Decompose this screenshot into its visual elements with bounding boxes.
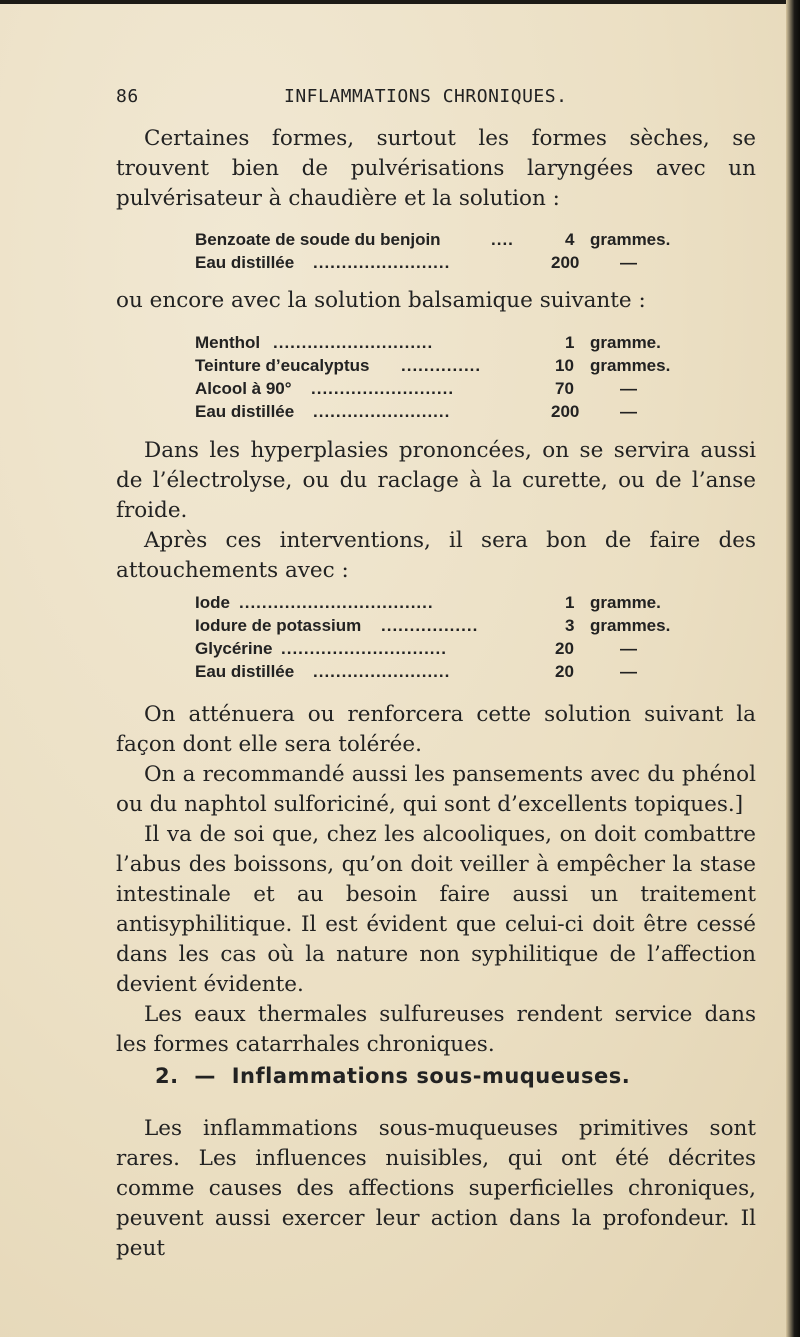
formula-row	[195, 591, 715, 614]
formula-balsamique	[195, 331, 715, 423]
formula-row	[195, 331, 715, 354]
paragraph-hyperplasies: Dans les hyperplasies prononcées, on se servira aussi de l’électrolyse, ou du raclage à la curette, ou de l’anse froide.	[116, 438, 756, 523]
leader-dots: .............................	[281, 639, 447, 658]
ingredient-unit: —	[620, 639, 637, 658]
ingredient-name: Menthol	[195, 333, 261, 352]
leader-dots: ........................	[313, 253, 451, 272]
leader-dots: .........................	[311, 379, 455, 398]
ingredient-unit: gramme.	[590, 333, 661, 352]
section-title-text: Inflammations sous-muqueuses.	[231, 1064, 631, 1088]
ingredient-unit: grammes.	[590, 230, 671, 249]
formula-row	[195, 400, 715, 423]
ingredient-unit: grammes.	[590, 616, 671, 635]
leader-dots: ..................................	[239, 593, 434, 612]
leader-dots: ..............	[401, 356, 482, 375]
paragraph-attenuera: On atténuera ou renforcera cette solution suivant la façon dont elle sera tolérée.	[116, 702, 756, 757]
ingredient-name: Eau distillée	[195, 662, 295, 681]
ingredient-name: Eau distillée	[195, 253, 295, 272]
page-top-edge	[0, 0, 800, 4]
ingredient-quantity: 1	[565, 593, 575, 612]
leader-dots: ............................	[273, 333, 434, 352]
formula-row	[195, 614, 715, 637]
paragraph-attouchements: Après ces interventions, il sera bon de faire des attouchements avec :	[116, 528, 756, 583]
formula-iode	[195, 591, 715, 683]
paragraph-eaux-thermales: Les eaux thermales sulfureuses rendent service dans les formes catarrhales chroniques.	[116, 1002, 756, 1057]
ingredient-quantity: 70	[555, 379, 574, 398]
paragraph-alcooliques: Il va de soi que, chez les alcooliques, on doit combattre l’abus des boissons, qu’on doit veiller à empêcher la stase intestinale et au besoin faire aussi un traitement antisyphilitique. Il est évident que celui-ci doit être cessé dans les cas où la nature non syphilitique de l’affection devient évidente.	[116, 822, 756, 997]
ingredient-name: Teinture d’eucalyptus	[195, 356, 370, 375]
formula-benzoate	[195, 228, 715, 274]
ingredient-quantity: 200	[551, 253, 580, 272]
formula-row	[195, 637, 715, 660]
section-heading	[155, 1064, 630, 1088]
ingredient-unit: —	[620, 402, 637, 421]
ingredient-name: Alcool à 90°	[195, 379, 292, 398]
page-binding-edge	[786, 0, 800, 1337]
running-title: INFLAMMATIONS CHRONIQUES.	[284, 86, 568, 107]
ingredient-name: Iodure de potassium	[195, 616, 362, 635]
ingredient-quantity: 20	[555, 639, 574, 658]
formula-row	[195, 251, 715, 274]
ingredient-unit: —	[620, 662, 637, 681]
formula-row	[195, 354, 715, 377]
ingredient-unit: grammes.	[590, 356, 671, 375]
leader-dots: ........................	[313, 662, 451, 681]
running-header	[116, 86, 756, 116]
section-number: 2.	[155, 1064, 179, 1088]
leader-dots: .................	[381, 616, 479, 635]
formula-row	[195, 660, 715, 683]
formula-row	[195, 377, 715, 400]
page-number: 86	[116, 86, 139, 107]
ingredient-quantity: 4	[565, 230, 575, 249]
ingredient-unit: —	[620, 379, 637, 398]
ingredient-quantity: 200	[551, 402, 580, 421]
ingredient-unit: gramme.	[590, 593, 661, 612]
leader-dots: ....	[491, 230, 514, 249]
paragraph-sous-muqueuses: Les inflammations sous-muqueuses primitives sont rares. Les influences nuisibles, qui ont été décrites comme causes des affections superficielles chroniques, peuvent aussi exercer leur action dans la profondeur. Il peut	[116, 1116, 756, 1261]
ingredient-quantity: 10	[555, 356, 574, 375]
paragraph-pulverisations: Certaines formes, surtout les formes sèches, se trouvent bien de pulvérisations laryngées avec un pulvérisateur à chaudière et la solution :	[116, 126, 756, 211]
paragraph-balsamique: ou encore avec la solution balsamique suivante :	[116, 288, 646, 313]
ingredient-quantity: 20	[555, 662, 574, 681]
ingredient-name: Benzoate de soude du benjoin	[195, 230, 441, 249]
section-dash: —	[194, 1064, 216, 1088]
ingredient-name: Eau distillée	[195, 402, 295, 421]
ingredient-quantity: 3	[565, 616, 575, 635]
ingredient-name: Glycérine	[195, 639, 273, 658]
ingredient-unit: —	[620, 253, 637, 272]
ingredient-name: Iode	[195, 593, 230, 612]
ingredient-quantity: 1	[565, 333, 575, 352]
leader-dots: ........................	[313, 402, 451, 421]
formula-row	[195, 228, 715, 251]
paragraph-pansements: On a recommandé aussi les pansements avec du phénol ou du naphtol sulforiciné, qui sont d’excellents topiques.]	[116, 762, 756, 817]
